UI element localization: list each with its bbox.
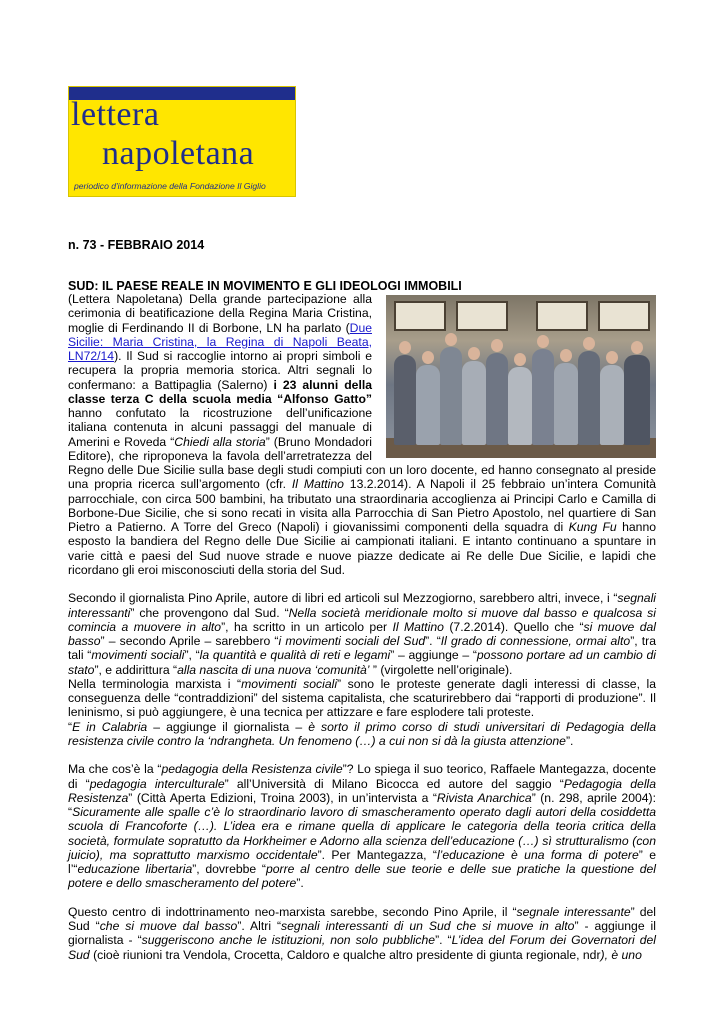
paragraph-4 xyxy=(68,720,656,749)
quote: l’educazione è una forma di potere xyxy=(436,847,639,862)
quote: ), è uno xyxy=(600,947,642,962)
magazine-title: Rivista Anarchica xyxy=(436,790,532,805)
quote: pedagogia interculturale xyxy=(89,776,225,791)
text: ”, tra tali “ xyxy=(68,634,656,663)
logo-title-line1: lettera xyxy=(71,96,160,133)
text: Secondo il giornalista Pino Aprile, autore di libri ed articoli sul Mezzogiorno, sarebbero altri, invece, i “ xyxy=(68,591,618,606)
paragraph-1 xyxy=(68,292,656,577)
text: Ma che cos’è la “ xyxy=(68,762,162,777)
quote: è sorto il primo corso di studi universitari di Pedagogia della resistenza civile contro la ‘ndrangheta. Un fenomeno (…) a cui non si dà la giusta attenzione xyxy=(68,719,656,748)
logo-title-line2: napoletana xyxy=(102,135,255,172)
quote: Sicuramente alle spalle c’è lo straordinario lavoro di smascheramento operato dagli autori della cosiddetta scuola di Francoforte (…). L’idea era e rimane quella di applicare le categoria della teoria critica della società, formulate sopratutto da Horkheimer e Adorno alla scienza dell’educazione (…) sì strutturalismo (con juicio), ma soprattutto marxismo occidentale xyxy=(68,805,656,862)
text: 13.2.2014). A Napoli il 25 febbraio un’intera Comunità parrocchiale, con circa 500 bambini, ha tributato una straordinaria accoglienza ai Principi Carlo e Camilla di Borbone-Due Sicilie, che si sono recati in visita alla Parrocchia di San Pietro Apostolo, nel quartiere di San Pietro a Patierno. A Torre del Greco (Napoli) i giovanissimi componenti della squadra di xyxy=(68,477,657,534)
text: ”. Per Mantegazza, “ xyxy=(317,847,437,862)
text: Questo centro di indottrinamento neo-marxista sarebbe, secondo Pino Aprile, il “ xyxy=(68,904,517,919)
text: ”. xyxy=(565,733,574,748)
text: ”, ha scritto in un articolo per xyxy=(221,619,393,634)
quote: educazione libertaria xyxy=(77,862,193,876)
text: “ xyxy=(68,719,73,734)
quote: possono portare ad un cambio di stato xyxy=(68,648,657,677)
italic-term: Kung Fu xyxy=(568,520,617,534)
quote: segnale interessante xyxy=(516,904,631,919)
text: ). Il Sud si raccoglie intorno ai propri simboli e recupera la propria memoria storica. Altri segnali lo confermano: a Battipaglia (Salerno) xyxy=(68,349,372,392)
text: (7.2.2014). Quello che “ xyxy=(443,619,584,634)
article-body xyxy=(68,292,656,976)
text: ”, “ xyxy=(184,648,200,663)
book-title: Pedagogia della Resistenza xyxy=(68,776,657,805)
paragraph-3 xyxy=(68,677,656,720)
photo-placeholder xyxy=(380,292,656,460)
book-title: Chiedi alla storia xyxy=(174,434,266,449)
quote: movimenti sociali xyxy=(91,648,185,663)
text: ” all’Università di Milano Bicocca ed autore del saggio “ xyxy=(224,776,564,791)
quote: movimenti sociali xyxy=(241,676,338,691)
text: (Lettera Napoletana) Della grande partecipazione alla cerimonia di beatificazione della Regina Maria Cristina, moglie di Ferdinando II di Borbone, LN ha parlato ( xyxy=(68,292,372,335)
quote: porre al centro delle sue teorie e delle sue pratiche la questione del potere e dello smascheramento del potere xyxy=(68,862,656,891)
text: ” (virgolette nell’originale). xyxy=(369,662,513,677)
text: Nella terminologia marxista i “ xyxy=(68,676,242,691)
newsletter-logo xyxy=(68,86,296,197)
quote: alla nascita di una nuova ‘comunità’ xyxy=(177,662,370,677)
quote: i movimenti sociali del Sud xyxy=(278,634,426,648)
text: ”? Lo spiega il suo teorico, Raffaele Mantegazza, docente di “ xyxy=(68,762,657,791)
quote: segnali interessanti di un Sud che si muove in alto xyxy=(281,919,575,933)
quote: E in Calabria xyxy=(72,719,148,734)
text: ” del Sud “ xyxy=(68,904,656,933)
paragraph-6 xyxy=(68,905,656,962)
text: – aggiunge il giornalista – xyxy=(147,719,309,734)
text: hanno esposto la bandiera del Regno delle Due Sicilie ai campionati italiani. E intanto continuano a spuntare in varie città e paesi del Sud nuove strade e nuove piazze dedicate ai Re delle Due Sicilie, e lapidi che ricordano gli eroi misconosciuti della storia del Sud. xyxy=(68,520,656,577)
text: hanno confutato la ricostruzione dell’unificazione italiana contenuta in alcuni passaggi del manuale di Amerini e Roveda “ xyxy=(68,406,372,449)
newspaper-title: Il Mattino xyxy=(291,477,344,492)
text: ” (Città Aperta Edizioni, Troina 2003), in un’intervista a “ xyxy=(128,790,437,805)
text: ”. xyxy=(296,876,304,891)
text: ”, e addirittura “ xyxy=(94,662,178,677)
text: ” (Bruno Mondadori Editore), che riproponeva la favola dell’arretratezza del Regno delle Due Sicilie sulla base degli studi compiuti con un loro docente, ed hanno consegnato al preside una propria ricerca sull’argomento (cfr. xyxy=(68,434,656,492)
quote: si muove dal basso xyxy=(68,619,656,648)
newspaper-title: Il Mattino xyxy=(392,619,444,634)
text: ” – aggiunge – “ xyxy=(390,648,477,663)
text: ”. “ xyxy=(425,634,441,648)
issue-number: n. 73 - FEBBRAIO 2014 xyxy=(68,238,205,252)
text: ” – secondo Aprile – sarebbero “ xyxy=(100,634,279,648)
paragraph-2 xyxy=(68,591,656,677)
text: ”. Altri “ xyxy=(237,919,282,933)
text: ”. “ xyxy=(435,933,452,948)
text: ” (n. 298, aprile 2004): “ xyxy=(68,790,656,819)
logo-subtitle: periodico d'informazione della Fondazione Il Giglio xyxy=(74,181,266,191)
emphasis-students: i 23 alunni della classe terza C della scuola media “Alfonso Gatto” xyxy=(68,377,372,406)
quote: segnali interessanti xyxy=(68,591,656,620)
quote: Il grado di connessione, ormai alto xyxy=(440,634,631,648)
quote: che si muove dal basso xyxy=(99,919,238,933)
quote: pedagogia della Resistenza civile xyxy=(161,762,343,777)
quote: Nella società meridionale molto si muove dal basso e qualcosa si comincia a muovere in alto xyxy=(68,605,656,634)
quote: la quantità e qualità di reti e legami xyxy=(199,648,391,663)
text: ” e l’“ xyxy=(68,847,656,876)
quote: L’idea del Forum dei Governatori del Sud xyxy=(68,933,657,962)
article-headline: SUD: IL PAESE REALE IN MOVIMENTO E GLI IDEOLOGI IMMOBILI xyxy=(68,279,462,293)
related-article-link[interactable]: Due Sicilie: Maria Cristina, la Regina di Napoli Beata, LN72/14 xyxy=(68,320,372,363)
text: (cioè riunioni tra Vendola, Crocetta, Caldoro e qualche altro presidente di giunta regionale, ndr xyxy=(89,947,601,962)
quote: suggeriscono anche le istituzioni, non solo pubbliche xyxy=(141,933,436,948)
text: ” sono le proteste generate dagli interessi di classe, la conseguenza delle “contraddizioni” del sistema capitalista, che scaturirebbero dai “rapporti di produzione”. Il leninismo, si può aggiungere, è una tecnica per attizzare e fare esplodere tali proteste. xyxy=(68,676,656,720)
text: ” che provengono dal Sud. “ xyxy=(130,605,289,620)
paragraph-5 xyxy=(68,762,656,890)
text: ”, dovrebbe “ xyxy=(192,862,266,876)
text: ” - aggiunge il giornalista - “ xyxy=(68,919,656,948)
